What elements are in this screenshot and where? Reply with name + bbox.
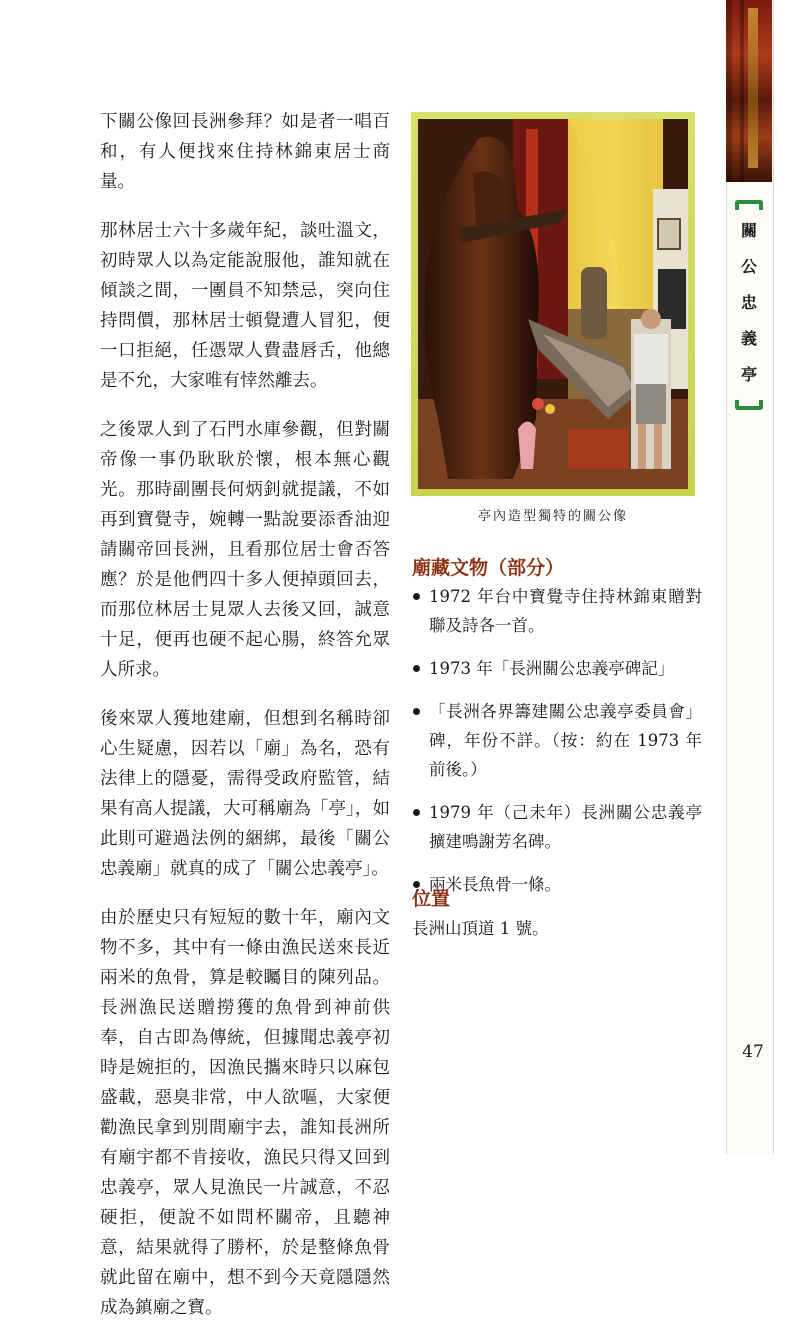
list-item: 兩米長魚骨一條。: [412, 870, 702, 899]
chapter-title-char: 忠: [740, 293, 757, 312]
list-item: 1979 年（己未年）長洲關公忠義亭擴建鳴謝芳名碑。: [412, 798, 702, 856]
paragraph: 後來眾人獲地建廟，但想到名稱時卻心生疑慮，因若以「廟」為名，恐有法律上的隱憂，需得受政府監管，結果有高人提議，大可稱廟為「亭」，如此則可避過法例的綑綁，最後「關公忠義廟」就真的成了「關公忠義亭」。: [100, 709, 390, 879]
chapter-title-char: 關: [740, 221, 757, 240]
chapter-title-vertical: [731, 218, 767, 385]
side-thumbnail-photo: [726, 0, 772, 182]
location-address: 長洲山頂道 1 號。: [412, 919, 549, 938]
list-item: 1973 年「長洲關公忠義亭碑記」: [412, 654, 702, 683]
photo-caption: 亭內造型獨特的關公像: [477, 509, 628, 524]
guan-gong-statue-photo: [411, 112, 695, 496]
relics-heading: 廟藏文物（部分）: [412, 557, 565, 579]
bracket-top-icon: [735, 200, 763, 210]
paragraph: 由於歷史只有短短的數十年，廟內文物不多，其中有一條由漁民送來長近兩米的魚骨，算是較矚目的陳列品。長洲漁民送贈撈獲的魚骨到神前供奉，自古即為傳統，但據聞忠義亭初時是婉拒的，因漁民攜來時只以麻包盛載，惡臭非常，中人欲嘔，大家便勸漁民拿到別間廟宇去，誰知長洲所有廟宇都不肯接收，漁民只得又回到忠義亭，眾人見漁民一片誠意，不忍硬拒，便說不如問杯關帝，且聽神意，結果就得了勝杯，於是整條魚骨就此留在廟中，想不到今天竟隱隱然成為鎮廟之寶。: [100, 908, 390, 1318]
paragraph: 那林居士六十多歲年紀，談吐溫文，初時眾人以為定能說服他，誰知就在傾談之間，一團員不知禁忌，突向住持問價，那林居士頓覺遭人冒犯，便一口拒絕，任憑眾人費盡唇舌，他總是不允，大家唯有悻然離去。: [100, 221, 390, 391]
paragraph: 下關公像回長洲參拜？如是者一唱百和，有人便找來住持林錦東居士商量。: [100, 112, 390, 192]
page-number: 47: [742, 1042, 764, 1062]
chapter-title-char: 公: [740, 257, 757, 276]
paragraph: 之後眾人到了石門水庫參觀，但對關帝像一事仍耿耿於懷，根本無心觀光。那時副團長何炳釗就提議，不如再到寶覺寺，婉轉一點說要添香油迎請關帝回長洲，且看那位居士會否答應？於是他們四十多人便掉頭回去，而那位林居士見眾人去後又回，誠意十足，便再也硬不起心腸，終答允眾人所求。: [100, 420, 390, 680]
chapter-tab: [731, 200, 767, 410]
bracket-bottom-icon: [735, 400, 763, 410]
statue-photo-image: [418, 119, 688, 489]
chapter-title-char: 亭: [740, 365, 757, 384]
location-heading: 位置: [412, 888, 451, 910]
chapter-title-char: 義: [740, 329, 757, 348]
relics-list: [412, 582, 702, 913]
list-item: 「長洲各界籌建關公忠義亭委員會」碑，年份不詳。（按：約在 1973 年前後。）: [412, 697, 702, 784]
list-item: 1972 年台中寶覺寺住持林錦東贈對聯及詩各一首。: [412, 582, 702, 640]
body-text-column: [100, 107, 390, 1342]
